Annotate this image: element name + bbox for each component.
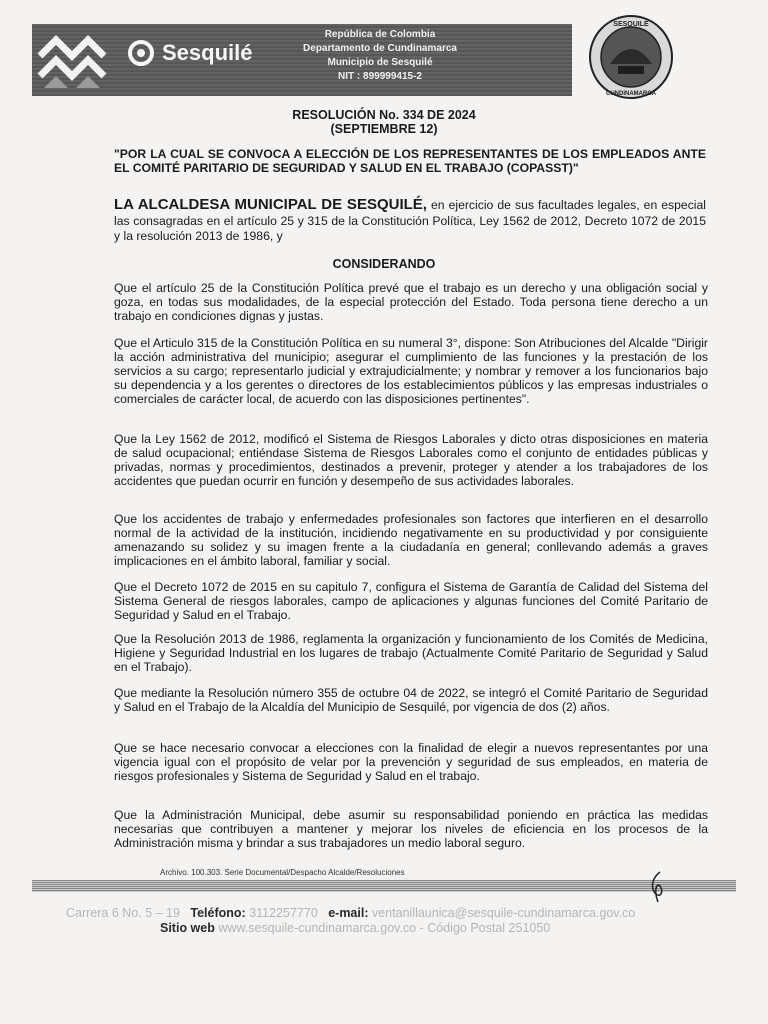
footer-divider — [32, 880, 736, 892]
seal-text-top: SESQUILÉ — [613, 21, 649, 28]
intro-text: en ejercicio de sus facultades legales, en especial las consagradas en el artículo 25 y 315 de la Constitución Política, Ley 1562 de 2012, Decreto 1072 de 2015 y la resolución 2013 de 1986, y — [114, 198, 706, 243]
resolution-title — [0, 108, 768, 136]
footer-email: ventanillaunica@sesquile-cundinamarca.gov.co — [371, 906, 636, 920]
footer-web-line — [160, 921, 550, 935]
paragraph-article-315: Que el Articulo 315 de la Constitución Política en su numeral 3°, dispone: Son Atribuciones del Alcalde "Dirigir la acción administrativa del municipio; asegurar el cumplimiento de las funciones y la prestación de los servicios a su cargo; representarlo judicial y extrajudicialmente; y nombrar y remover a los funcionarios bajo su dependencia y a los gerentes o directores de los establecimientos públicos y las empresas industriales o comerciales de carácter local, de acuerdo con las disposiciones pertinentes". — [114, 336, 708, 406]
municipal-seal-icon — [588, 14, 674, 100]
paragraph-convocar: Que se hace necesario convocar a elecciones con la finalidad de elegir a nuevos representantes por una vigencia igual con el propósito de velar por la prevención y seguridad de sus empleados, en materia de riesgos profesionales y Sistema de Seguridad y Salud en el trabajo. — [114, 741, 708, 783]
paragraph-administracion: Que la Administración Municipal, debe asumir su responsabilidad poniendo en práctica las medidas necesarias que contribuyen a mantener y mejorar los niveles de eficiencia en los procesos de la Administración misma y brindar a sus trabajadores un medio laboral seguro. — [114, 808, 708, 850]
department-line: Departamento de Cundinamarca — [303, 43, 457, 54]
footer-phone-label: Teléfono: — [190, 906, 246, 920]
municipal-logo-icon — [36, 26, 126, 92]
paragraph-resolucion-355: Que mediante la Resolución número 355 de octubre 04 de 2022, se integró el Comité Paritario de Seguridad y Salud en el Trabajo de la Alcaldía del Municipio de Sesquilé, por vigencia de dos (2) años. — [114, 686, 708, 714]
footer-address: Carrera 6 No. 5 – 19 — [66, 906, 180, 920]
resolution-number: RESOLUCIÓN No. 334 DE 2024 — [292, 108, 476, 122]
footer-contact-line — [66, 906, 635, 920]
archive-note: Archivo. 100.303. Serie Documental/Despacho Alcalde/Resoluciones — [160, 868, 405, 877]
brand-icon — [128, 40, 154, 66]
footer-web-label: Sitio web — [160, 921, 215, 935]
header-info — [280, 28, 480, 84]
footer-phone: 3112257770 — [249, 906, 318, 920]
paragraph-decreto-1072: Que el Decreto 1072 de 2015 en su capitulo 7, configura el Sistema de Garantía de Calidad del Sistema del Sistema General de riesgos laborales, campo de aplicaciones y algunas funciones del Comité Paritario de Seguridad y Salud en el Trabajo. — [114, 580, 708, 622]
seal-text-bottom: CUNDINAMARCA — [606, 91, 656, 97]
brand-label: Sesquilé — [162, 40, 253, 65]
paragraph-resolucion-2013: Que la Resolución 2013 de 1986, reglamenta la organización y funcionamiento de los Comités de Medicina, Higiene y Seguridad Industrial en los lugares de trabajo (Actualmente Comité Paritario de Seguridad y Salud en el Trabajo). — [114, 632, 708, 674]
resolution-subject: "POR LA CUAL SE CONVOCA A ELECCIÓN DE LOS REPRESENTANTES DE LOS EMPLEADOS ANTE EL COMITÉ PARITARIO DE SEGURIDAD Y SALUD EN EL TRABAJO (COPASST)" — [114, 147, 706, 175]
footer-email-label: e-mail: — [328, 906, 369, 920]
paragraph-accidentes: Que los accidentes de trabajo y enfermedades profesionales son factores que interfieren en el desarrollo normal de la actividad de la institución, incidiendo negativamente en su productividad y por consiguiente amenazando su solidez y su imagen frente a la ciudadanía en general; conllevando además a graves implicaciones en el ámbito laboral, familiar y social. — [114, 512, 708, 568]
resolution-date: (SEPTIEMBRE 12) — [330, 122, 438, 136]
considerando-heading: CONSIDERANDO — [332, 257, 436, 271]
brand-name — [128, 40, 252, 66]
paragraph-ley-1562: Que la Ley 1562 de 2012, modificó el Sistema de Riesgos Laborales y dicto otras disposiciones en materia de salud ocupacional; entiéndase Sistema de Riesgos Laborales como el conjunto de entidades públicas y privadas, normas y procedimientos, destinados a prevenir, proteger y atender a los trabajadores de los accidentes que puedan ocurrir en función y desempeño de sus actividades laborales. — [114, 432, 708, 488]
intro-paragraph — [114, 197, 706, 245]
paragraph-article-25: Que el artículo 25 de la Constitución Política prevé que el trabajo es un derecho y una obligación social y goza, en todas sus modalidades, de la especial protección del Estado. Toda persona tiene derecho a un trabajo en condiciones dignas y justas. — [114, 281, 708, 323]
country-line: República de Colombia — [324, 29, 436, 40]
footer-web: www.sesquile-cundinamarca.gov.co - Código Postal 251050 — [218, 921, 551, 935]
signature-mark — [646, 870, 670, 904]
authority-name: LA ALCALDESA MUNICIPAL DE SESQUILÉ, — [114, 196, 427, 213]
municipality-line: Municipio de Sesquilé — [327, 57, 433, 68]
nit-line: NIT : 899999415-2 — [338, 71, 422, 82]
